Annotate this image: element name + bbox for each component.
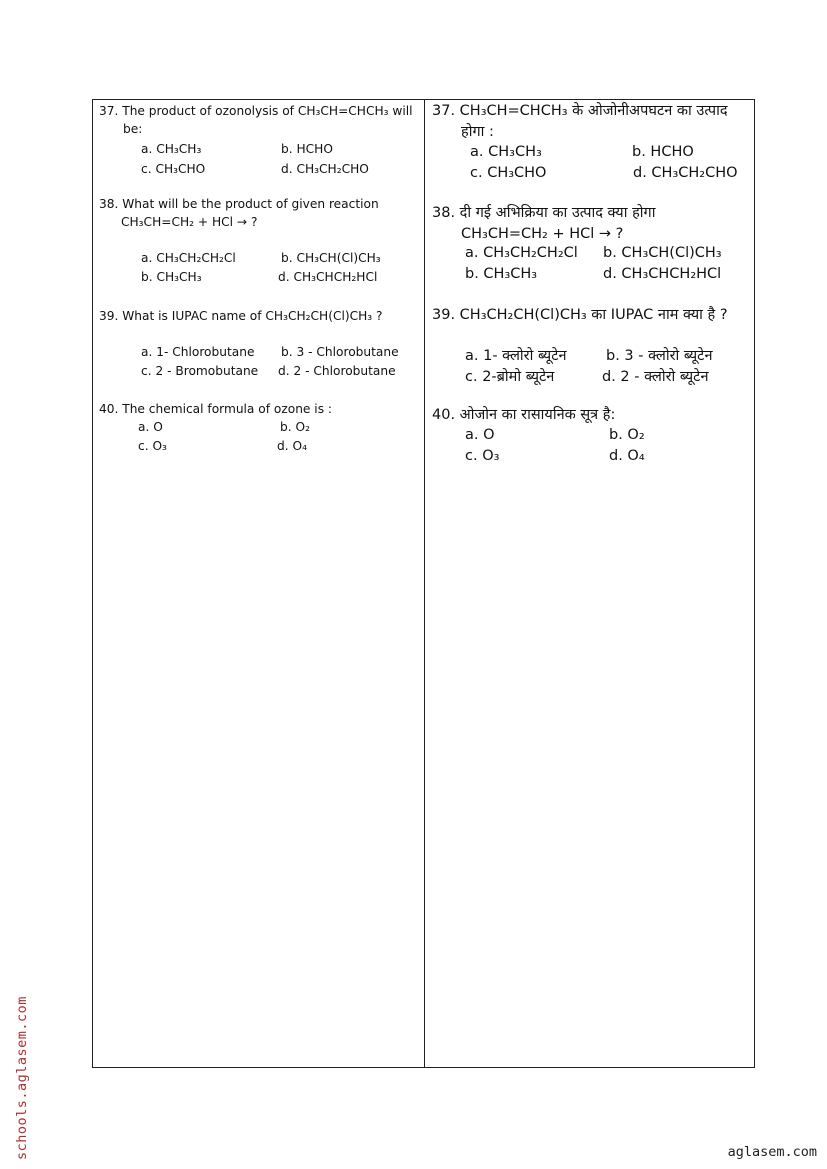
option-c: b. CH₃CH₃	[141, 270, 202, 284]
side-watermark-text: schools.aglasem.com	[14, 996, 30, 1160]
option-b: b. HCHO	[632, 144, 694, 160]
question-stem-continued: होगा :	[461, 124, 494, 140]
footer-watermark: aglasem.com	[727, 1144, 817, 1160]
option-a: a. CH₃CH₂CH₂Cl	[141, 251, 236, 265]
question-40-english	[93, 400, 424, 453]
option-d: d. CH₃CH₂CHO	[281, 162, 369, 176]
english-column	[93, 100, 425, 1067]
question-stem: 38. दी गई अभिक्रिया का उत्पाद क्या होगा	[432, 205, 656, 221]
option-c: c. 2-ब्रोमो ब्यूटेन	[465, 369, 555, 385]
question-stem: 38. What will be the product of given reaction	[99, 197, 379, 211]
option-c: c. 2 - Bromobutane	[141, 364, 259, 378]
option-a: a. CH₃CH₃	[470, 144, 542, 160]
option-d: d. O₄	[609, 448, 645, 464]
option-c: c. CH₃CHO	[470, 165, 547, 181]
question-39-hindi	[425, 305, 754, 385]
question-37-english	[93, 102, 424, 176]
option-d: d. CH₃CHCH₂HCl	[603, 266, 722, 282]
option-b: b. 3 - क्लोरो ब्यूटेन	[606, 348, 713, 364]
side-watermark	[14, 965, 30, 1160]
option-c: c. CH₃CHO	[141, 162, 206, 176]
question-39-english	[93, 307, 424, 378]
option-c: c. O₃	[465, 448, 500, 464]
question-37-hindi	[425, 101, 754, 181]
option-b: b. O₂	[609, 427, 645, 443]
question-stem: 40. ओजोन का रासायनिक सूत्र है:	[432, 407, 616, 423]
option-d: d. 2 - क्लोरो ब्यूटेन	[602, 369, 709, 385]
question-stem-continued: be:	[123, 122, 143, 136]
reaction-equation: CH₃CH=CH₂ + HCl → ?	[461, 226, 624, 242]
option-a: a. CH₃CH₃	[141, 142, 202, 156]
option-a: a. 1- Chlorobutane	[141, 345, 255, 359]
option-a: a. O	[138, 420, 163, 434]
hindi-column	[425, 100, 754, 1067]
option-d: d. CH₃CH₂CHO	[633, 165, 738, 181]
question-sheet	[92, 99, 755, 1068]
option-a: a. CH₃CH₂CH₂Cl	[465, 245, 578, 261]
question-stem: 37. CH₃CH=CHCH₃ के ओजोनीअपघटन का उत्पाद	[432, 103, 728, 119]
option-b: b. CH₃CH(Cl)CH₃	[281, 251, 381, 265]
question-38-hindi	[425, 203, 754, 282]
option-b: b. CH₃CH(Cl)CH₃	[603, 245, 722, 261]
option-d: d. CH₃CHCH₂HCl	[278, 270, 378, 284]
option-d: d. O₄	[277, 439, 307, 453]
question-stem: 37. The product of ozonolysis of CH₃CH=CHCH₃ will	[99, 104, 413, 118]
option-c: b. CH₃CH₃	[465, 266, 538, 282]
reaction-equation: CH₃CH=CH₂ + HCl → ?	[121, 215, 258, 229]
option-c: c. O₃	[138, 439, 167, 453]
option-b: b. HCHO	[281, 142, 333, 156]
option-a: a. O	[465, 427, 495, 443]
question-stem: 39. CH₃CH₂CH(Cl)CH₃ का IUPAC नाम क्या है ?	[432, 307, 728, 323]
option-a: a. 1- क्लोरो ब्यूटेन	[465, 348, 567, 364]
option-d: d. 2 - Chlorobutane	[278, 364, 396, 378]
question-stem: 39. What is IUPAC name of CH₃CH₂CH(Cl)CH₃ ?	[99, 309, 383, 323]
option-b: b. 3 - Chlorobutane	[281, 345, 399, 359]
question-38-english	[93, 195, 424, 284]
question-40-hindi	[425, 405, 754, 464]
option-b: b. O₂	[280, 420, 310, 434]
question-stem: 40. The chemical formula of ozone is :	[99, 402, 333, 416]
